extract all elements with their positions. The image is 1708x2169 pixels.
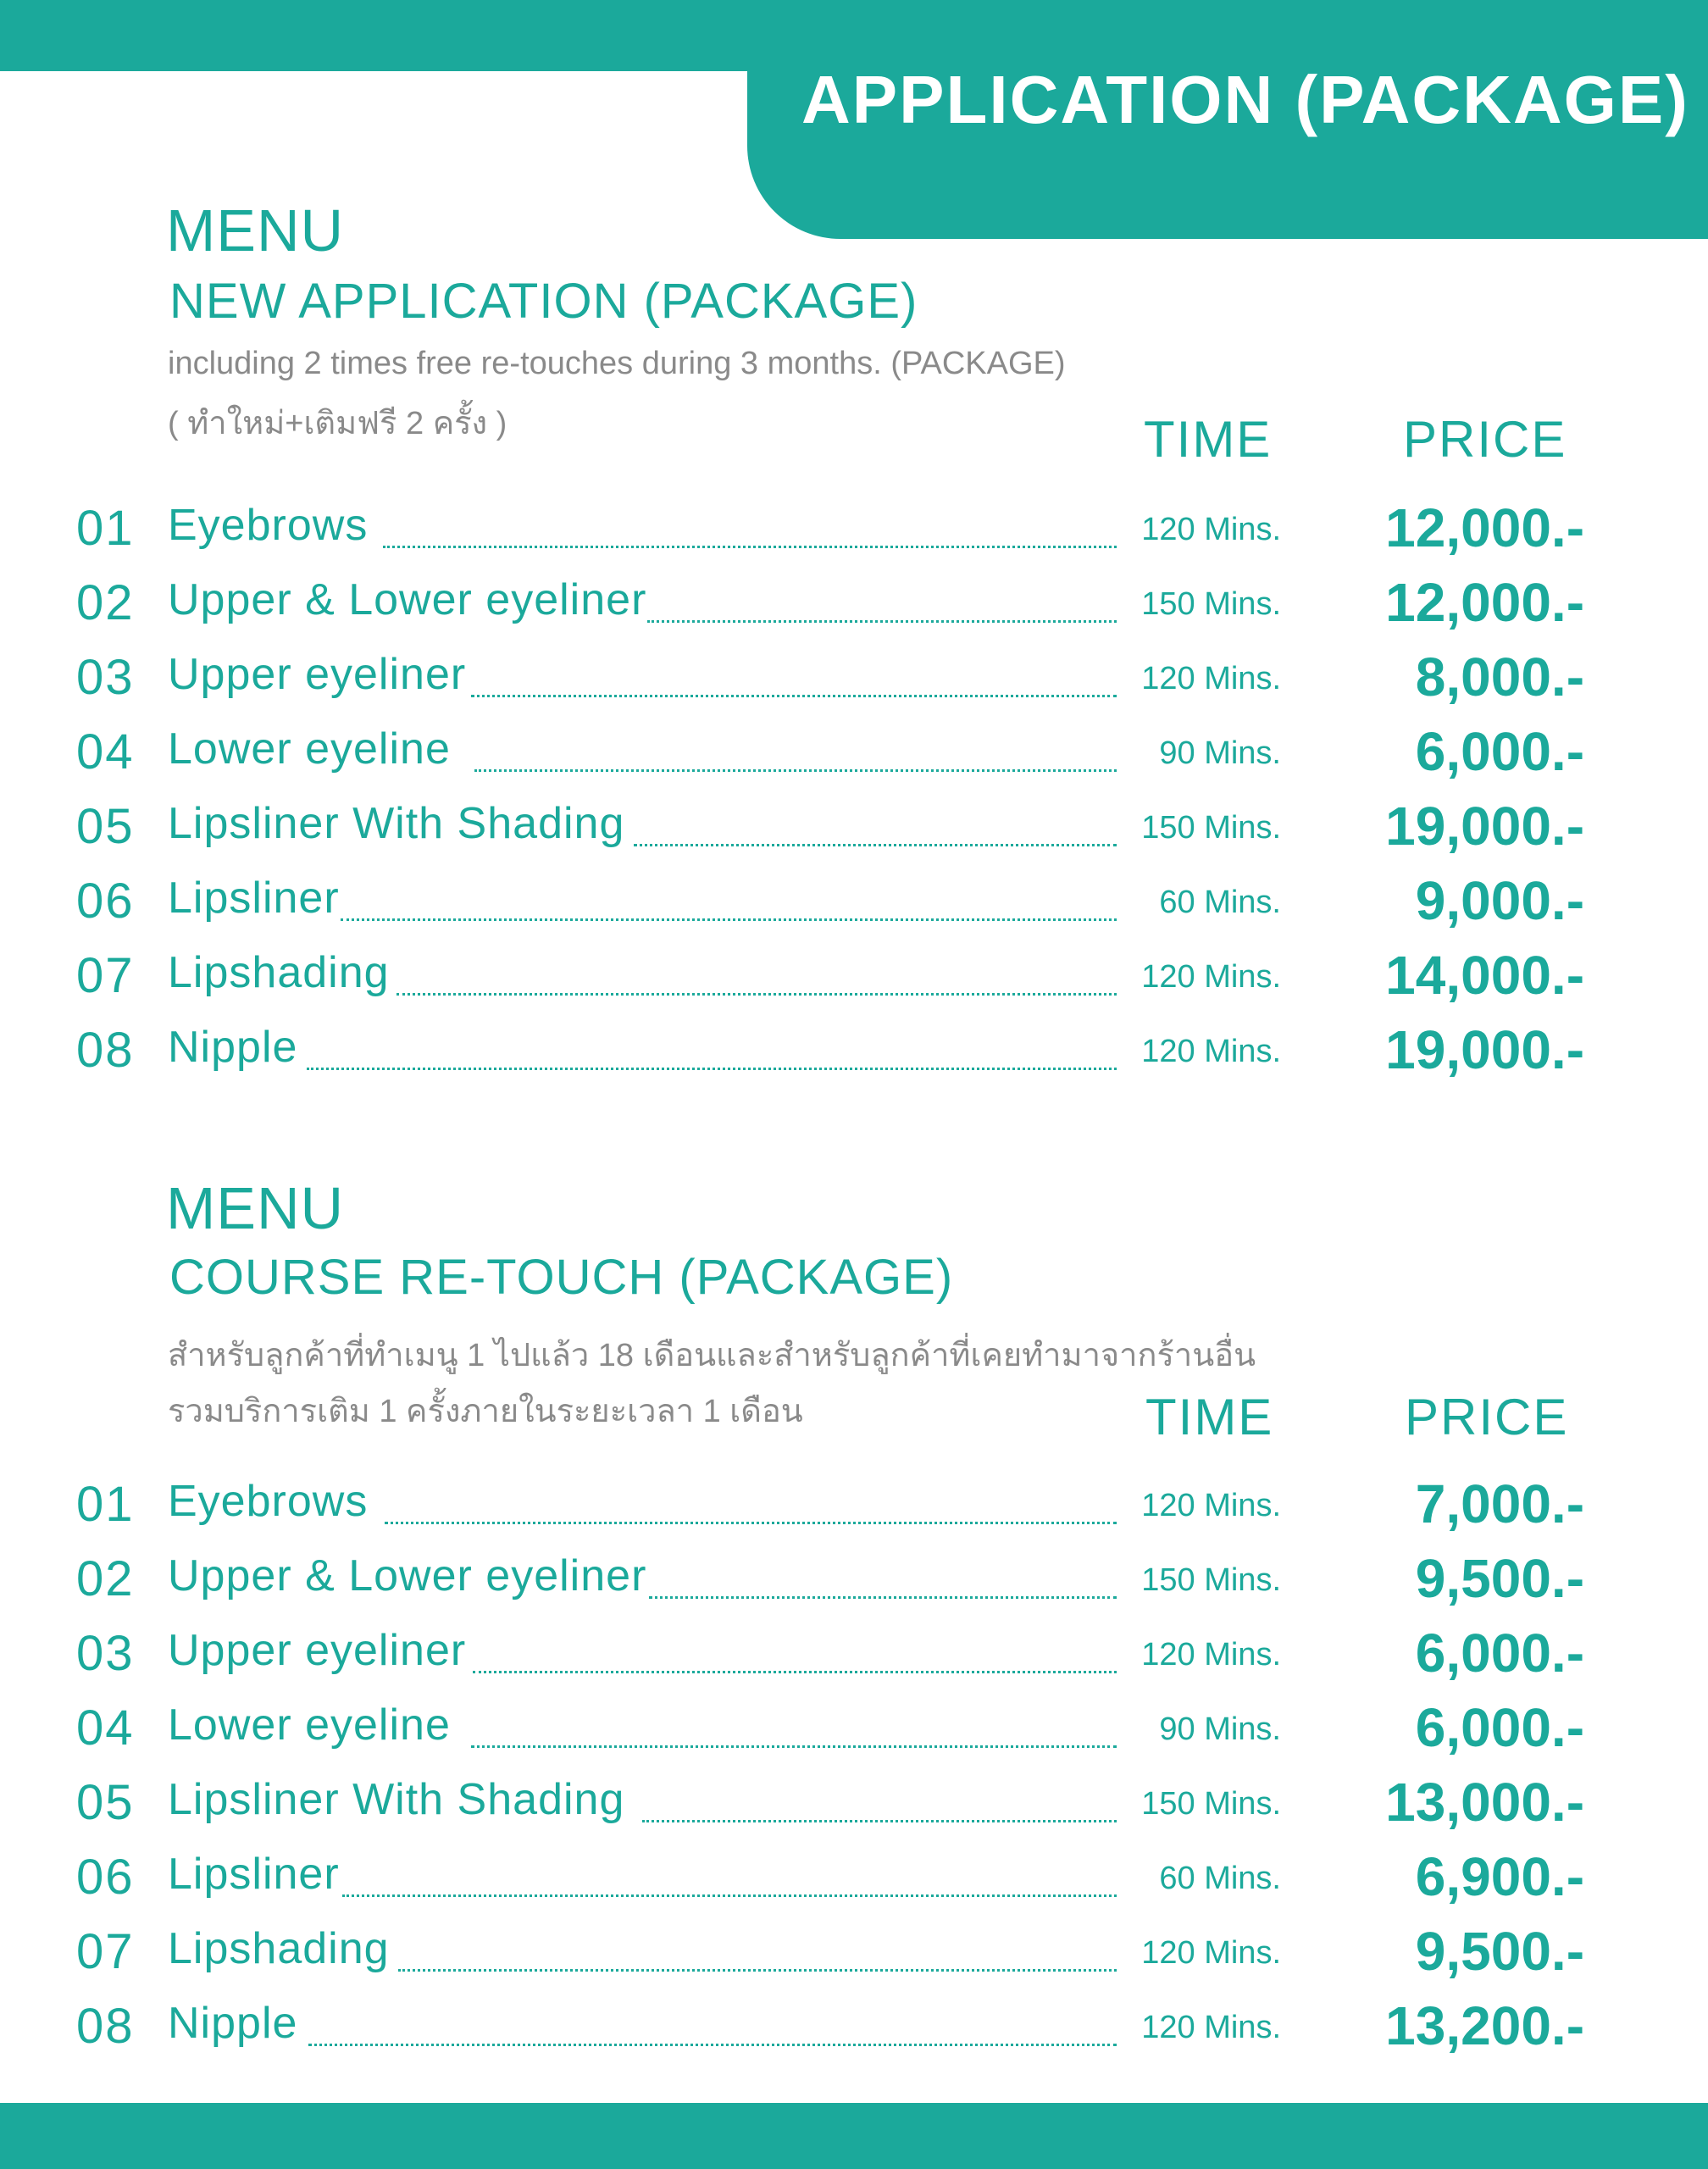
dotted-leader: [398, 1969, 1117, 1972]
item-time: 120 Mins.: [1141, 1637, 1281, 1673]
item-number: 05: [76, 799, 135, 854]
item-price: 9,000.-: [1415, 870, 1584, 931]
section-new-application: [0, 0, 1708, 1080]
item-price: 12,000.-: [1385, 497, 1584, 558]
item-time: 150 Mins.: [1141, 1562, 1281, 1598]
item-time: 120 Mins.: [1141, 2010, 1281, 2045]
menu-item: [0, 488, 1708, 563]
item-price: 13,200.-: [1385, 1995, 1584, 2056]
time-column-header: TIME: [1145, 1389, 1274, 1445]
section-course-retouch: [0, 974, 1708, 2056]
item-number: 02: [76, 1551, 135, 1606]
menu-label: MENU: [166, 197, 345, 263]
menu-item: [0, 637, 1708, 712]
item-price: 14,000.-: [1385, 945, 1584, 1006]
item-time: 120 Mins.: [1141, 661, 1281, 696]
item-time: 150 Mins.: [1141, 810, 1281, 846]
item-time: 60 Mins.: [1159, 885, 1281, 920]
section-description-thai: รวมบริการเติม 1 ครั้งภายในระยะเวลา 1 เดือน: [168, 1394, 803, 1429]
item-number: 08: [76, 1023, 135, 1078]
item-time: 120 Mins.: [1141, 1935, 1281, 1971]
dotted-leader: [471, 695, 1117, 697]
menu-item: [0, 563, 1708, 637]
item-price: 8,000.-: [1415, 646, 1584, 707]
dotted-leader: [649, 1596, 1117, 1599]
item-number: 07: [76, 948, 135, 1003]
item-time: 120 Mins.: [1141, 1034, 1281, 1069]
dotted-leader: [474, 769, 1117, 772]
item-price: 6,900.-: [1415, 1846, 1584, 1907]
item-number: 08: [76, 1999, 135, 2054]
item-number: 04: [76, 1700, 135, 1756]
dotted-leader: [341, 918, 1117, 921]
item-time: 150 Mins.: [1141, 586, 1281, 622]
item-number: 01: [76, 1477, 135, 1532]
dotted-leader: [383, 546, 1117, 548]
price-column-header: PRICE: [1405, 1389, 1569, 1445]
item-price: 6,000.-: [1415, 1623, 1584, 1684]
dotted-leader: [385, 1522, 1117, 1524]
menu-item: [0, 1837, 1708, 1911]
item-number: 02: [76, 575, 135, 630]
section-title: COURSE RE-TOUCH (PACKAGE): [169, 1250, 954, 1305]
item-price: 9,500.-: [1415, 1548, 1584, 1609]
item-time: 120 Mins.: [1141, 959, 1281, 995]
dotted-leader: [471, 1745, 1117, 1748]
dotted-leader: [647, 620, 1117, 623]
bottom-accent-bar: [0, 2103, 1708, 2169]
item-name: Eyebrows: [168, 1477, 369, 1526]
item-time: 150 Mins.: [1141, 1786, 1281, 1822]
menu-item: [0, 1911, 1708, 1986]
section-description-thai: สำหรับลูกค้าที่ทำเมนู 1 ไปแล้ว 18 เดือนและสำหรับลูกค้าที่เคยทำมาจากร้านอื่น: [168, 1338, 1256, 1373]
item-name: Lower eyeline: [168, 1700, 451, 1750]
dotted-leader: [308, 2044, 1117, 2046]
item-time: 90 Mins.: [1159, 1711, 1281, 1747]
item-number: 05: [76, 1775, 135, 1830]
item-number: 06: [76, 1850, 135, 1905]
menu-item: [0, 786, 1708, 861]
menu-item: [0, 1539, 1708, 1613]
item-name: Upper & Lower eyeliner: [168, 575, 647, 624]
section-title: NEW APPLICATION (PACKAGE): [169, 274, 918, 329]
item-price: 19,000.-: [1385, 796, 1584, 857]
item-time: 90 Mins.: [1159, 735, 1281, 771]
item-name: Lower eyeline: [168, 724, 451, 774]
item-number: 03: [76, 650, 135, 705]
item-name: Lipshading: [168, 1924, 390, 1973]
item-name: Lipsliner: [168, 1850, 340, 1899]
menu-item: [0, 1986, 1708, 2061]
menu-item: [0, 1613, 1708, 1688]
item-number: 04: [76, 724, 135, 779]
item-price: 12,000.-: [1385, 572, 1584, 633]
time-column-header: TIME: [1144, 411, 1273, 468]
item-price: 13,000.-: [1385, 1772, 1584, 1833]
item-name: Eyebrows: [168, 501, 369, 550]
item-name: Upper & Lower eyeliner: [168, 1551, 647, 1600]
item-name: Lipsliner With Shading: [168, 799, 625, 848]
item-name: Upper eyeliner: [168, 1626, 467, 1675]
item-name: Nipple: [168, 1999, 298, 2048]
price-column-header: PRICE: [1403, 411, 1567, 468]
item-price: 7,000.-: [1415, 1473, 1584, 1534]
dotted-leader: [642, 1820, 1117, 1822]
item-name: Lipshading: [168, 948, 390, 997]
item-name: Lipsliner With Shading: [168, 1775, 625, 1824]
item-price: 6,000.-: [1415, 1697, 1584, 1758]
item-number: 07: [76, 1924, 135, 1979]
menu-label: MENU: [166, 1175, 345, 1241]
item-name: Nipple: [168, 1023, 298, 1072]
item-price: 9,500.-: [1415, 1921, 1584, 1982]
item-name: Upper eyeliner: [168, 650, 467, 699]
item-number: 03: [76, 1626, 135, 1681]
item-price: 19,000.-: [1385, 1019, 1584, 1080]
menu-item: [0, 861, 1708, 935]
item-name: Lipsliner: [168, 874, 340, 923]
item-number: 06: [76, 874, 135, 929]
item-time: 60 Mins.: [1159, 1861, 1281, 1896]
menu-item: [0, 1464, 1708, 1539]
menu-item: [0, 1688, 1708, 1762]
item-number: 01: [76, 501, 135, 556]
item-time: 120 Mins.: [1141, 1488, 1281, 1523]
dotted-leader: [473, 1671, 1117, 1673]
page-title: APPLICATION (PACKAGE): [801, 62, 1689, 137]
menu-item: [0, 1762, 1708, 1837]
section-description: including 2 times free re-touches during 3 months. (PACKAGE): [168, 346, 1066, 381]
dotted-leader: [634, 844, 1117, 846]
section-description-thai: ( ทำใหม่+เติมฟรี 2 ครั้ง ): [168, 406, 507, 441]
menu-item: [0, 712, 1708, 786]
item-price: 6,000.-: [1415, 721, 1584, 782]
item-time: 120 Mins.: [1141, 512, 1281, 547]
dotted-leader: [342, 1894, 1117, 1897]
